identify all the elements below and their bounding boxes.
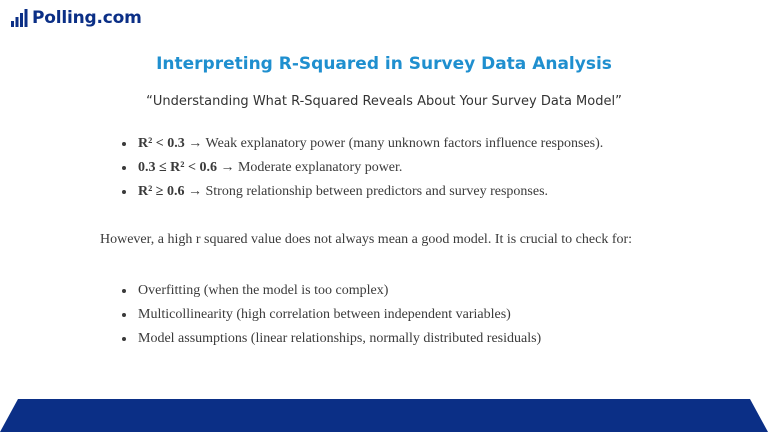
list-item: [136, 156, 603, 180]
threshold-meaning: Strong relationship between predictors and survey responses.: [205, 184, 549, 199]
list-item: [136, 180, 603, 204]
list-item: [136, 132, 603, 156]
threshold-meaning: Moderate explanatory power.: [237, 160, 403, 175]
brand-name: Polling.com: [32, 8, 142, 28]
bar-chart-icon: [10, 8, 28, 28]
list-item: • Model assumptions (linear relationships, normally distributed residuals): [136, 327, 541, 351]
model-checks-list: [116, 279, 541, 351]
page-subtitle: “Understanding What R-Squared Reveals About Your Survey Data Model”: [146, 94, 622, 109]
r-squared-thresholds-list: [116, 132, 603, 204]
footer-band: [0, 399, 768, 432]
threshold-condition: R² ≥ 0.6: [138, 184, 185, 199]
arrow-text: →: [216, 160, 238, 175]
list-item: • Overfitting (when the model is too complex): [136, 279, 541, 303]
list-item: • Multicollinearity (high correlation between independent variables): [136, 303, 541, 327]
threshold-condition: 0.3 ≤ R² < 0.6: [138, 160, 217, 175]
caution-paragraph: However, a high r squared value does not always mean a good model. It is crucial to check for:: [100, 232, 633, 247]
arrow-text: →: [184, 136, 206, 151]
page-title: Interpreting R-Squared in Survey Data Analysis: [156, 54, 612, 74]
arrow-text: →: [184, 184, 206, 199]
threshold-condition: R² < 0.3: [138, 136, 185, 151]
brand-logo[interactable]: [10, 8, 142, 28]
threshold-meaning: Weak explanatory power (many unknown factors influence responses).: [205, 136, 604, 151]
